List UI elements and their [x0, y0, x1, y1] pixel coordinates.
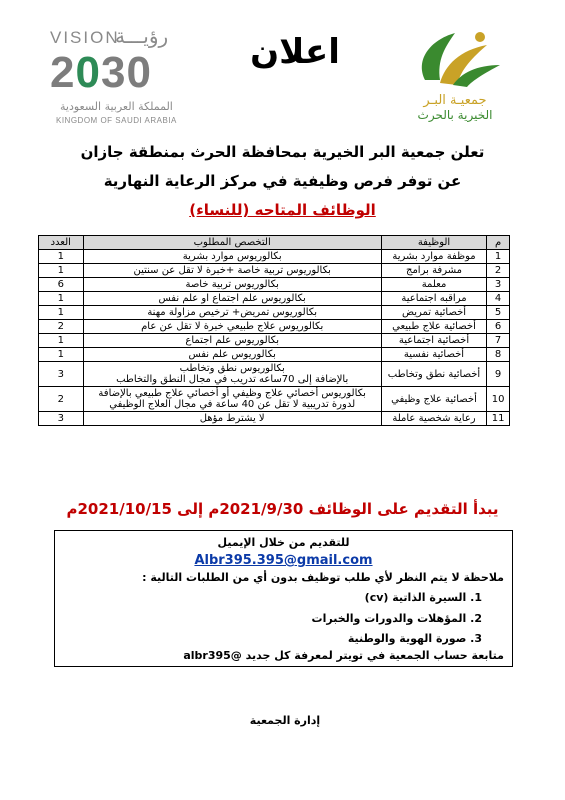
intro-line-2: عن توفر فرص وظيفية في مركز الرعاية النهارية — [103, 172, 462, 190]
row-no: 5 — [487, 306, 510, 320]
requirement-item: 1. السيرة الذاتية (cv) — [364, 591, 482, 604]
row-no: 8 — [487, 348, 510, 362]
row-job: أخصائية تمريض — [381, 306, 486, 320]
row-spec: بكالوريوس علم اجتماع — [83, 334, 381, 348]
row-count: 2 — [39, 387, 84, 412]
table-row — [39, 412, 510, 426]
charity-emblem-icon — [395, 25, 515, 95]
header-spec: التخصص المطلوب — [83, 236, 381, 250]
vision-arabic-word: رؤيـــة — [115, 24, 169, 48]
table-row — [39, 334, 510, 348]
table-row — [39, 348, 510, 362]
row-spec: بكالوريوس موارد بشرية — [83, 250, 381, 264]
jobs-table — [38, 235, 510, 426]
row-spec-line2: بالإضافة إلى 70ساعه تدريب في مجال النطق والتخاطب — [116, 374, 349, 385]
row-count: 1 — [39, 306, 84, 320]
year-2030 — [50, 48, 152, 98]
table-row — [39, 292, 510, 306]
announcement-heading: اعلان — [250, 32, 340, 72]
charity-logo — [395, 25, 515, 125]
row-count: 2 — [39, 320, 84, 334]
requirements-note: ملاحظة لا يتم النظر لأي طلب توظيف بدون أي من الطلبات التالية : — [142, 571, 504, 584]
row-job: أخصائية علاج وظيفي — [381, 387, 486, 412]
row-no: 2 — [487, 264, 510, 278]
kingdom-arabic: المملكة العربية السعودية — [60, 100, 173, 113]
row-count: 1 — [39, 334, 84, 348]
row-spec — [83, 387, 381, 412]
year-digit-0: 0 — [75, 48, 101, 97]
row-job: أخصائية نفسية — [381, 348, 486, 362]
table-row — [39, 278, 510, 292]
row-no: 9 — [487, 362, 510, 387]
row-spec: بكالوريوس تمريض+ ترخيص مزاولة مهنة — [83, 306, 381, 320]
table-row — [39, 362, 510, 387]
row-no: 10 — [487, 387, 510, 412]
row-job: أخصائية علاج طبيعي — [381, 320, 486, 334]
row-job: أخصائية اجتماعية — [381, 334, 486, 348]
table-row — [39, 306, 510, 320]
twitter-follow-note: متابعة حساب الجمعية في تويتر لمعرفة كل جديد @albr395 — [183, 649, 504, 662]
row-no: 6 — [487, 320, 510, 334]
jobs-title: الوظائف المتاحه (للنساء) — [189, 201, 376, 219]
row-count: 1 — [39, 348, 84, 362]
table-row — [39, 264, 510, 278]
signature: إدارة الجمعية — [249, 714, 321, 727]
row-count: 3 — [39, 362, 84, 387]
header-no: م — [487, 236, 510, 250]
row-count: 3 — [39, 412, 84, 426]
table-row — [39, 250, 510, 264]
row-spec: بكالوريوس علاج طبيعي خبرة لا تقل عن عام — [83, 320, 381, 334]
row-count: 1 — [39, 264, 84, 278]
row-spec — [83, 362, 381, 387]
row-spec: بكالوريوس تربية خاصة — [83, 278, 381, 292]
kingdom-english: KINGDOM OF SAUDI ARABIA — [56, 116, 177, 125]
row-count: 6 — [39, 278, 84, 292]
row-job: رعاية شخصية عاملة — [381, 412, 486, 426]
row-no: 4 — [487, 292, 510, 306]
row-job: معلمة — [381, 278, 486, 292]
table-row — [39, 387, 510, 412]
email-link[interactable]: Albr395.395@gmail.com — [194, 553, 373, 568]
row-job: مراقبه اجتماعية — [381, 292, 486, 306]
row-job: أخصائية نطق وتخاطب — [381, 362, 486, 387]
requirement-item: 3. صورة الهوية والوطنية — [347, 632, 482, 645]
requirement-item: 2. المؤهلات والدورات والخبرات — [311, 612, 482, 625]
apply-heading: للتقديم من خلال الإيميل — [217, 536, 350, 549]
row-spec: بكالوريوس تربية خاصة +خبرة لا تقل عن سنتين — [83, 264, 381, 278]
row-no: 11 — [487, 412, 510, 426]
vision-word: VISION — [50, 28, 120, 47]
charity-name — [395, 93, 515, 123]
application-box — [54, 530, 513, 667]
row-count: 1 — [39, 250, 84, 264]
row-spec: لا يشترط مؤهل — [83, 412, 381, 426]
intro-line-1: تعلن جمعية البر الخيرية بمحافظة الحرث بمنطقة جازان — [80, 143, 485, 161]
row-spec-line1: بكالوريوس أخصائي علاج وظيفي أو أخصائي علاج طبيعي بالإضافة — [98, 388, 366, 399]
header-count: العدد — [39, 236, 84, 250]
header-job: الوظيفة — [381, 236, 486, 250]
year-digit-2: 2 — [50, 48, 76, 97]
row-count: 1 — [39, 292, 84, 306]
application-dates: يبدأ التقديم على الوظائف 2021/9/30م إلى 2021/10/15م — [66, 500, 499, 518]
row-no: 7 — [487, 334, 510, 348]
row-no: 1 — [487, 250, 510, 264]
row-spec-line1: بكالوريوس نطق وتخاطب — [179, 363, 285, 374]
vision-2030-logo — [20, 24, 195, 128]
row-job: موظفة موارد بشرية — [381, 250, 486, 264]
row-no: 3 — [487, 278, 510, 292]
row-job: مشرفة برامج — [381, 264, 486, 278]
row-spec: بكالوريوس علم اجتماع او علم نفس — [83, 292, 381, 306]
row-spec-line2: لدورة تدريبية لا تقل عن 40 ساعة في مجال العلاج الوظيفي — [109, 399, 356, 410]
row-spec: بكالوريوس علم نفس — [83, 348, 381, 362]
charity-name-line2: الخيرية بالحرث — [417, 108, 493, 122]
charity-name-line1: جمعيـة البـر — [423, 93, 487, 108]
year-digits-30: 30 — [100, 48, 152, 97]
table-row — [39, 320, 510, 334]
table-header-row — [39, 236, 510, 250]
